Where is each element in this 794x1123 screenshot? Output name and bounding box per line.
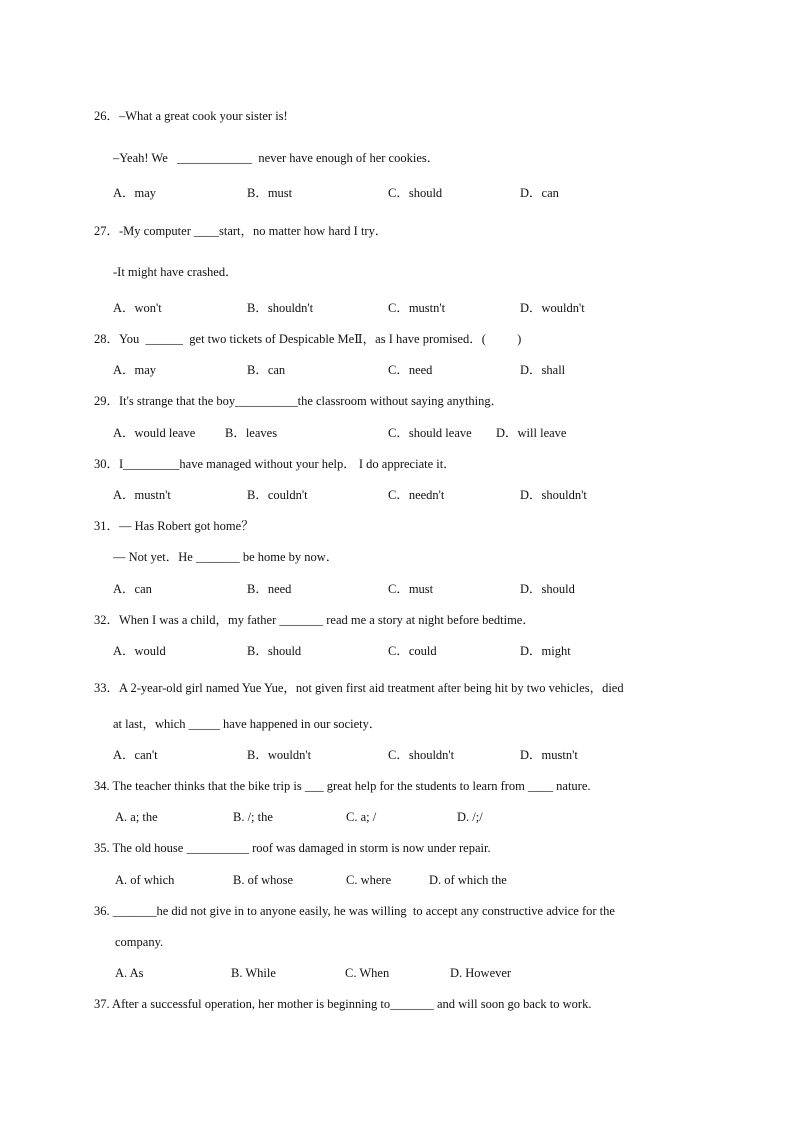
question-34-option-d: D. /;/ <box>457 810 483 824</box>
question-34-option-c: C. a; / <box>346 810 377 824</box>
question-26-option-c: C．should <box>388 186 443 200</box>
question-29-option-d: D．will leave <box>496 426 567 440</box>
question-36-stem: 36. _______he did not give in to anyone easily, he was willing to accept any constructive advice for the <box>94 904 615 918</box>
question-33-stem: 33．A 2-year-old girl named Yue Yue，not given first aid treatment after being hit by two vehicles，died <box>94 681 624 695</box>
question-27-option-a: A．won't <box>113 301 162 315</box>
question-30-option-a: A．mustn't <box>113 488 171 502</box>
question-33-option-a: A．can't <box>113 748 158 762</box>
question-28-option-d: D．shall <box>520 363 566 377</box>
question-32-option-b: B．should <box>247 644 302 658</box>
question-32-stem: 32．When I was a child，my father _______ read me a story at night before bedtime． <box>94 613 535 627</box>
question-26-option-b: B．must <box>247 186 293 200</box>
question-31-option-c: C．must <box>388 582 434 596</box>
question-30-option-b: B．couldn't <box>247 488 308 502</box>
question-33-option-d: D．mustn't <box>520 748 578 762</box>
question-31-option-a: A．can <box>113 582 152 596</box>
question-31-option-b: B．need <box>247 582 292 596</box>
question-28-option-a: A．may <box>113 363 157 377</box>
question-31-option-d: D．should <box>520 582 575 596</box>
question-32-option-a: A．would <box>113 644 166 658</box>
question-33-option-c: C．shouldn't <box>388 748 455 762</box>
question-37-stem: 37. After a successful operation, her mother is beginning to_______ and will soon go back to work. <box>94 997 592 1011</box>
question-29-option-c: C．should leave <box>388 426 472 440</box>
question-32-option-c: C．could <box>388 644 437 658</box>
question-33-continuation: at last，which _____ have happened in our society． <box>113 717 382 731</box>
question-35-stem: 35. The old house __________ roof was damaged in storm is now under repair. <box>94 841 491 855</box>
question-26-stem: 26．–What a great cook your sister is! <box>94 109 288 123</box>
question-28-option-b: B．can <box>247 363 286 377</box>
question-32-option-d: D．might <box>520 644 571 658</box>
question-30-option-d: D．shouldn't <box>520 488 587 502</box>
question-29-option-a: A．would leave <box>113 426 196 440</box>
question-30-option-c: C．needn't <box>388 488 445 502</box>
question-26-reply: –Yeah! We ____________ never have enough of her cookies． <box>113 151 440 165</box>
question-29-stem: 29．It's strange that the boy__________the classroom without saying anything． <box>94 394 504 408</box>
question-31-reply: — Not yet．He _______ be home by now． <box>113 550 339 564</box>
question-26-option-a: A．may <box>113 186 157 200</box>
question-28-option-c: C．need <box>388 363 433 377</box>
question-36-option-a: A. As <box>115 966 144 980</box>
question-36-option-d: D. However <box>450 966 512 980</box>
question-29-option-b: B．leaves <box>225 426 278 440</box>
question-36-option-b: B. While <box>231 966 276 980</box>
question-36-option-c: C. When <box>345 966 390 980</box>
question-33-option-b: B．wouldn't <box>247 748 312 762</box>
question-35-option-c: C. where <box>346 873 392 887</box>
question-30-stem: 30．I_________have managed without your help． I do appreciate it． <box>94 457 456 471</box>
question-27-option-c: C．mustn't <box>388 301 446 315</box>
question-35-option-b: B. of whose <box>233 873 294 887</box>
question-34-option-b: B. /; the <box>233 810 273 824</box>
question-27-option-d: D．wouldn't <box>520 301 585 315</box>
question-27-option-b: B．shouldn't <box>247 301 314 315</box>
question-36-continuation: company. <box>115 935 164 949</box>
question-26-option-d: D．can <box>520 186 559 200</box>
question-28-stem: 28．You ______ get two tickets of Despicable MeⅡ，as I have promised．( ) <box>94 332 522 346</box>
question-35-option-d: D. of which the <box>429 873 507 887</box>
question-35-option-a: A. of which <box>115 873 175 887</box>
question-31-stem: 31．— Has Robert got home？ <box>94 519 254 533</box>
question-27-stem: 27．-My computer ____start，no matter how hard I try． <box>94 224 388 238</box>
question-34-stem: 34. The teacher thinks that the bike trip is ___ great help for the students to learn from ____ nature. <box>94 779 591 793</box>
question-27-reply: -It might have crashed． <box>113 265 238 279</box>
question-34-option-a: A. a; the <box>115 810 158 824</box>
